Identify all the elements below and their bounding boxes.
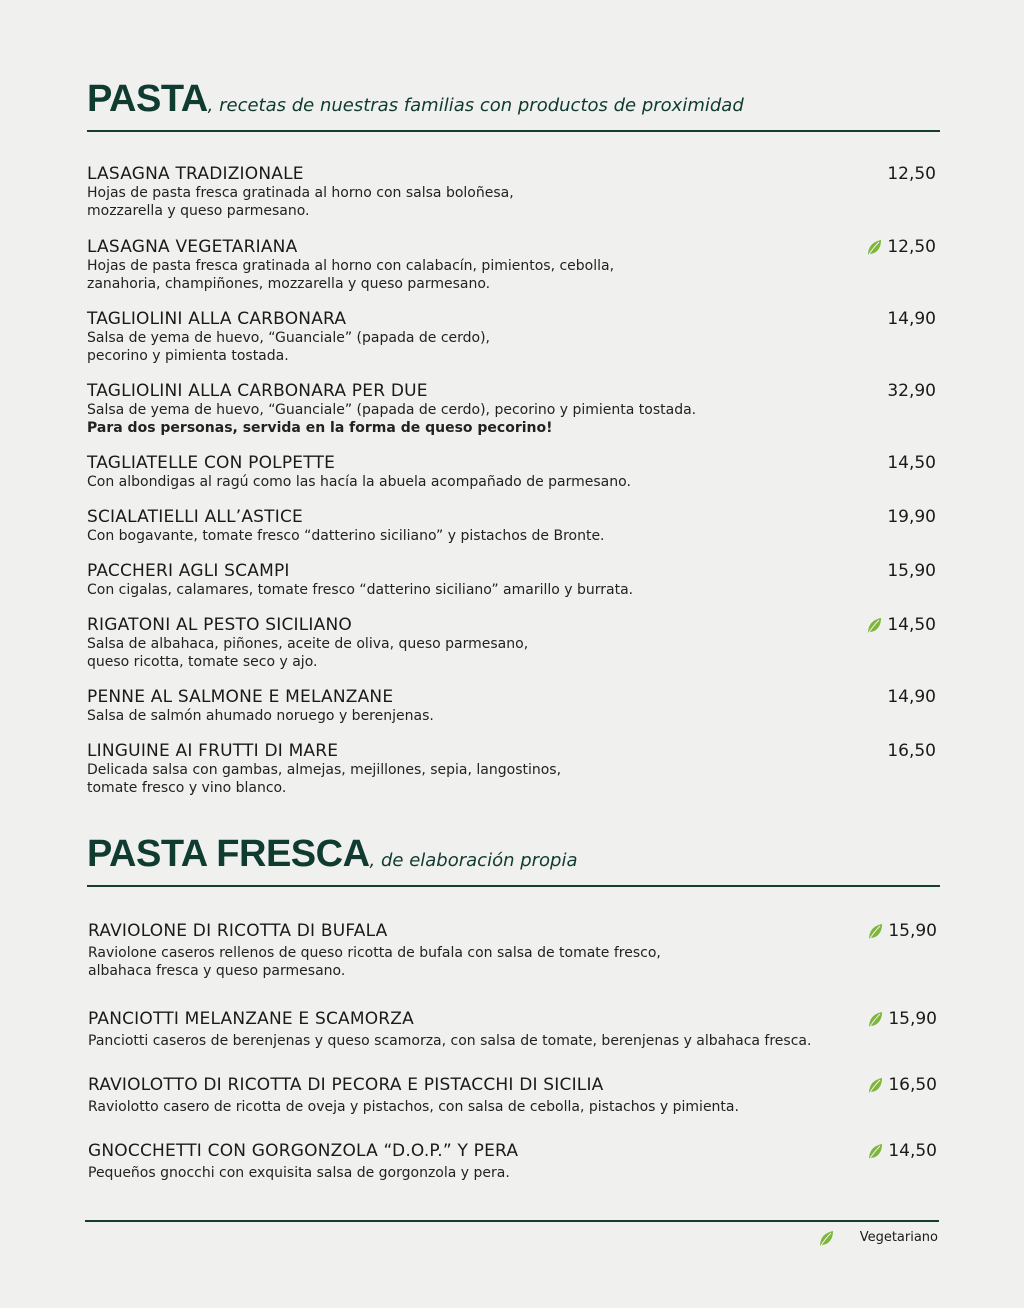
item-description [87,707,938,725]
pasta-subtitle: , recetas de nuestras familias con productos de proximidad [207,95,744,116]
bottom-divider [85,1220,939,1222]
item-name: LASAGNA VEGETARIANA [87,237,298,257]
pasta-fresca-header [87,835,940,885]
leaf-icon [867,923,883,941]
item-name: RAVIOLOTTO DI RICOTTA DI PECORA E PISTACCHI DI SICILIA [88,1075,604,1095]
leaf-icon [867,1011,883,1029]
item-price: 19,90 [887,507,936,527]
item-name: PENNE AL SALMONE E MELANZANE [87,687,394,707]
item-description [87,329,938,365]
pasta-divider [87,130,940,132]
item-name: PANCIOTTI MELANZANE E SCAMORZA [88,1009,414,1029]
menu-item [87,237,938,293]
menu-item [88,1009,939,1050]
item-description [87,581,938,599]
leaf-icon [867,1143,883,1161]
item-description [87,473,938,491]
item-price: 14,50 [888,1141,937,1161]
item-description [88,944,939,980]
description-line: Raviolone caseros rellenos de queso ricotta de bufala con salsa de tomate fresco, [88,945,661,961]
item-price: 32,90 [887,381,936,401]
description-line: albahaca fresca y queso parmesano. [88,963,346,979]
leaf-icon [818,1230,834,1248]
pasta-fresca-section [87,835,940,887]
pasta-section [87,80,940,132]
item-price: 12,50 [887,237,936,257]
description-line: Raviolotto casero de ricotta de oveja y pistachos, con salsa de cebolla, pistachos y pimienta. [88,1099,739,1115]
menu-item [87,561,938,599]
item-note: Para dos personas, servida en la forma de queso pecorino! [87,420,553,436]
item-description [87,635,938,671]
description-line: Salsa de salmón ahumado noruego y berenjenas. [87,708,434,724]
item-description [87,257,938,293]
item-description [87,401,938,437]
description-line: Salsa de yema de huevo, “Guanciale” (papada de cerdo), [87,330,490,346]
menu-item [88,1141,939,1182]
menu-item [88,1075,939,1116]
item-price: 12,50 [887,164,936,184]
item-price: 16,50 [887,741,936,761]
description-line: Con cigalas, calamares, tomate fresco “datterino siciliano” amarillo y burrata. [87,582,634,598]
description-line: Con albondigas al ragú como las hacía la abuela acompañado de parmesano. [87,474,631,490]
description-line: Hojas de pasta fresca gratinada al horno con calabacín, pimientos, cebolla, [87,258,615,274]
menu-item [87,615,938,671]
item-name: SCIALATIELLI ALL’ASTICE [87,507,303,527]
description-line: tomate fresco y vino blanco. [87,780,287,796]
menu-item [88,921,939,980]
menu-item [87,687,938,725]
item-price: 16,50 [888,1075,937,1095]
pasta-title: PASTA [87,78,208,120]
item-price: 15,90 [887,561,936,581]
item-name: GNOCCHETTI CON GORGONZOLA “D.O.P.” Y PERA [88,1141,519,1161]
description-line: Salsa de yema de huevo, “Guanciale” (papada de cerdo), pecorino y pimienta tostada. [87,402,697,418]
pasta-fresca-title: PASTA FRESCA [87,833,370,875]
item-price: 14,90 [887,309,936,329]
item-name: LINGUINE AI FRUTTI DI MARE [87,741,339,761]
legend-label: Vegetariano [859,1230,938,1245]
item-description [87,184,938,220]
pasta-fresca-subtitle: , de elaboración propia [369,850,578,871]
description-line: Pequeños gnocchi con exquisita salsa de gorgonzola y pera. [88,1165,510,1181]
description-line: Hojas de pasta fresca gratinada al horno con salsa boloñesa, [87,185,514,201]
item-name: RIGATONI AL PESTO SICILIANO [87,615,352,635]
leaf-icon [866,617,882,635]
item-name: PACCHERI AGLI SCAMPI [87,561,290,581]
description-line: pecorino y pimienta tostada. [87,348,289,364]
item-description [87,527,938,545]
item-description [88,1164,939,1182]
menu-item [87,381,938,437]
leaf-icon [867,1077,883,1095]
item-name: TAGLIATELLE CON POLPETTE [87,453,336,473]
menu-item [87,309,938,365]
description-line: Salsa de albahaca, piñones, aceite de oliva, queso parmesano, [87,636,529,652]
item-name: TAGLIOLINI ALLA CARBONARA [87,309,347,329]
item-name: LASAGNA TRADIZIONALE [87,164,304,184]
item-price: 15,90 [888,921,937,941]
item-price: 15,90 [888,1009,937,1029]
menu-item [87,741,938,797]
item-price: 14,90 [887,687,936,707]
item-price: 14,50 [887,453,936,473]
item-description [88,1032,939,1050]
menu-item [87,164,938,220]
item-price: 14,50 [887,615,936,635]
item-name: RAVIOLONE DI RICOTTA DI BUFALA [88,921,388,941]
menu-item [87,453,938,491]
item-description [88,1098,939,1116]
menu-item [87,507,938,545]
pasta-fresca-divider [87,885,940,887]
description-line: mozzarella y queso parmesano. [87,203,310,219]
item-name: TAGLIOLINI ALLA CARBONARA PER DUE [87,381,428,401]
description-line: queso ricotta, tomate seco y ajo. [87,654,318,670]
pasta-header [87,80,940,130]
description-line: Con bogavante, tomate fresco “datterino siciliano” y pistachos de Bronte. [87,528,605,544]
item-description [87,761,938,797]
description-line: Delicada salsa con gambas, almejas, mejillones, sepia, langostinos, [87,762,562,778]
description-line: zanahoria, champiñones, mozzarella y queso parmesano. [87,276,491,292]
leaf-icon [866,239,882,257]
description-line: Panciotti caseros de berenjenas y queso scamorza, con salsa de tomate, berenjenas y albahaca fresca. [88,1033,812,1049]
